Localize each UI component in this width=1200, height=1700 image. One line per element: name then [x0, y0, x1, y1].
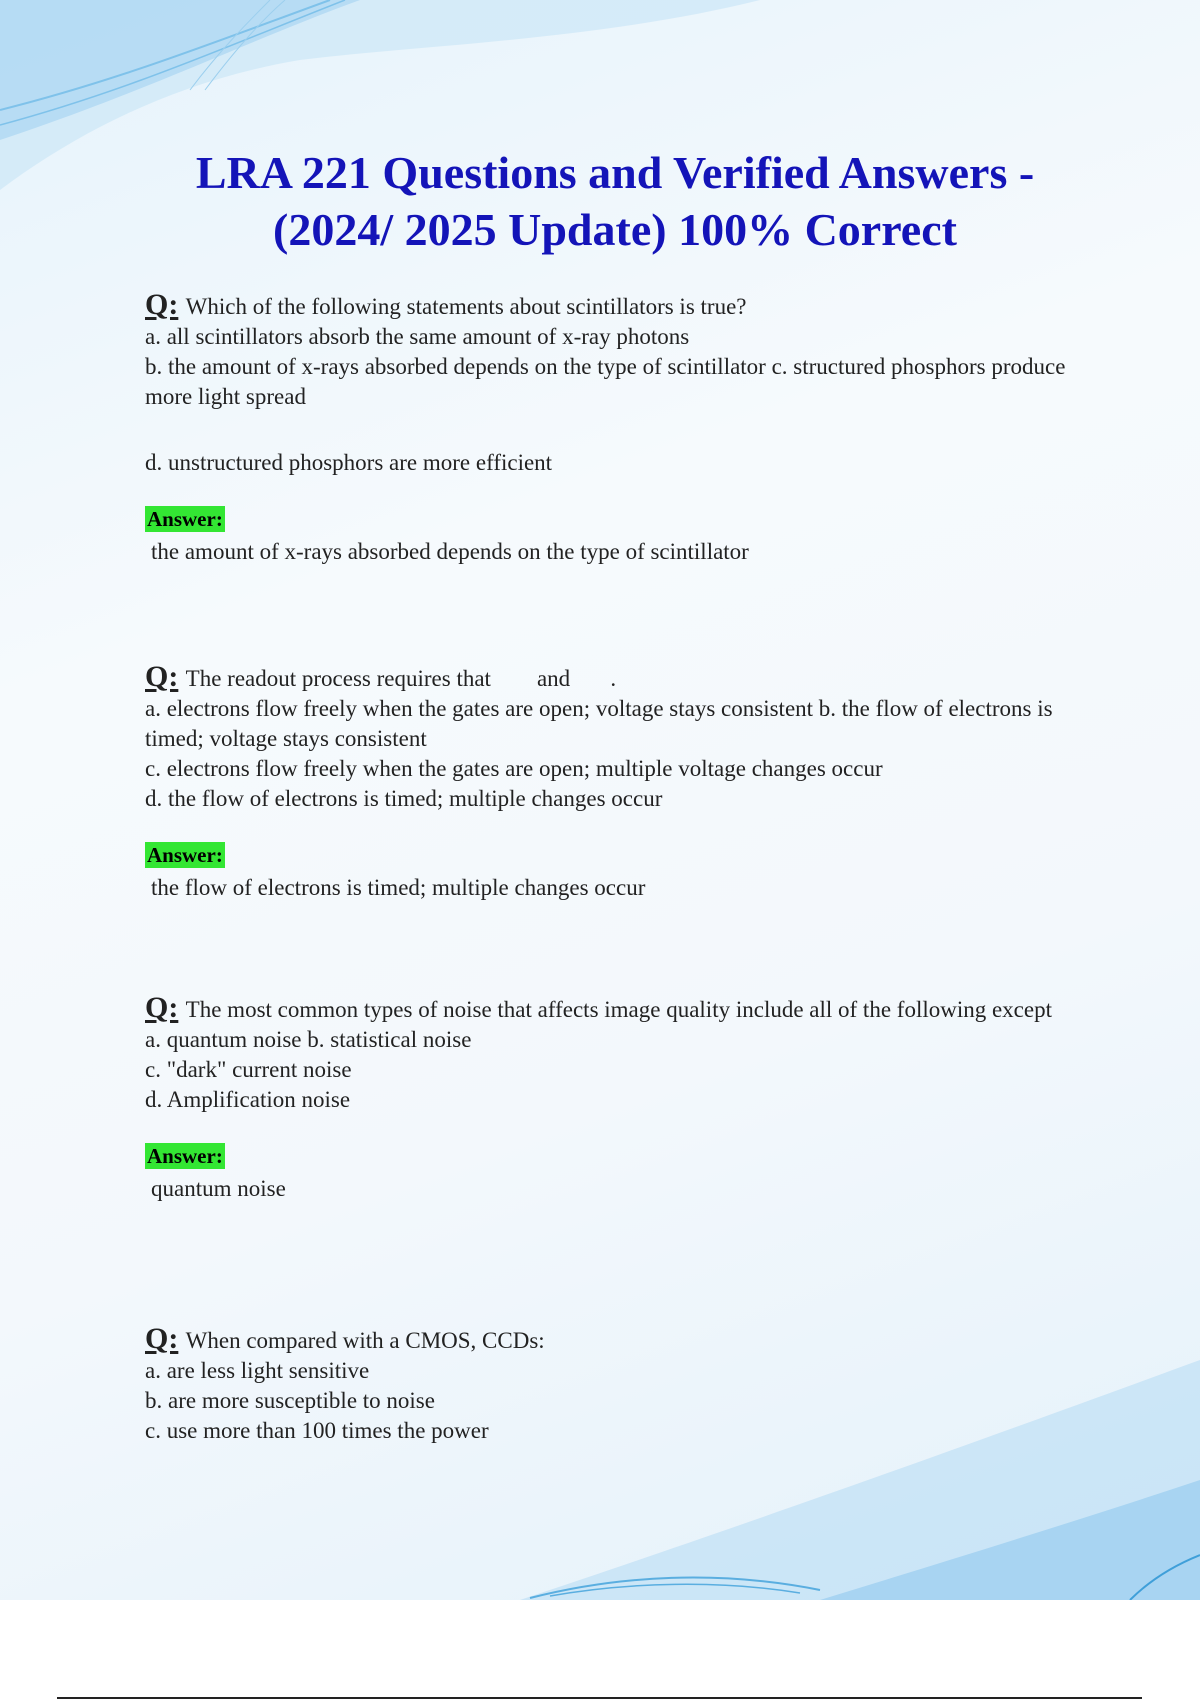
- q-marker: Q:: [145, 1322, 179, 1355]
- option: a. all scintillators absorb the same amount of x-ray photons: [145, 324, 690, 349]
- question-block: [145, 993, 1090, 1204]
- option: c. electrons flow freely when the gates are open; multiple voltage changes occur: [145, 756, 883, 781]
- option: c. use more than 100 times the power: [145, 1418, 489, 1443]
- q-marker: Q:: [145, 288, 179, 321]
- answer-label: Answer:: [147, 843, 223, 867]
- option: d. Amplification noise: [145, 1087, 351, 1112]
- question-text: Q: When compared with a CMOS, CCDs:: [145, 1322, 545, 1355]
- option: d. the flow of electrons is timed; multiple changes occur: [145, 786, 663, 811]
- question-block: [145, 290, 1090, 567]
- question-text: Q: The most common types of noise that affects image quality include all of the following except: [145, 991, 1052, 1024]
- option: b. are more susceptible to noise: [145, 1388, 435, 1413]
- answer-text: the amount of x-rays absorbed depends on the type of scintillator: [151, 539, 749, 564]
- question-block: [145, 1324, 1090, 1446]
- option: c. "dark" current noise: [145, 1057, 352, 1082]
- answer-text: quantum noise: [151, 1176, 286, 1201]
- answer-label: Answer:: [147, 1144, 223, 1168]
- option: a. electrons flow freely when the gates are open; voltage stays consistent b. the flow of electrons is timed; voltage stays consistent: [145, 696, 1053, 751]
- question-block: [145, 662, 1090, 903]
- question-text: Q: The readout process requires that and .: [145, 660, 617, 693]
- question-text: Q: Which of the following statements about scintillators is true?: [145, 288, 747, 321]
- option: a. are less light sensitive: [145, 1358, 370, 1383]
- q-marker: Q:: [145, 660, 179, 693]
- option: b. the amount of x-rays absorbed depends on the type of scintillator c. structured phosphors produce more light spread: [145, 354, 1066, 409]
- page-divider: [57, 1697, 1142, 1699]
- title-line-1: LRA 221 Questions and Verified Answers -: [195, 147, 1035, 198]
- option: d. unstructured phosphors are more efficient: [145, 450, 553, 475]
- option: a. quantum noise b. statistical noise: [145, 1027, 472, 1052]
- answer-text: the flow of electrons is timed; multiple changes occur: [151, 875, 646, 900]
- answer-label: Answer:: [147, 507, 223, 531]
- document-title: [100, 144, 1130, 258]
- q-marker: Q:: [145, 991, 179, 1024]
- title-line-2: (2024/ 2025 Update) 100% Correct: [273, 204, 957, 255]
